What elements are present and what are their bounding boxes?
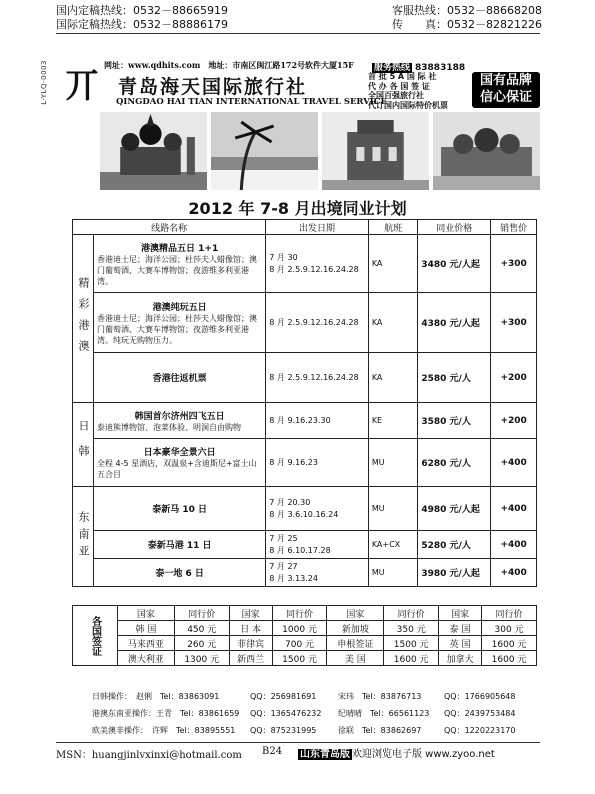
region-label: 日韩	[77, 419, 90, 470]
badge-line: 信心保证	[479, 90, 532, 105]
contact-qq: QQ：875231995	[250, 726, 317, 735]
date-line: 8 月 2.5.9.12.16.24.28	[269, 372, 359, 382]
table-row	[73, 559, 537, 587]
route-cell	[94, 403, 266, 439]
col-header-route: 线路名称	[73, 220, 266, 235]
domestic-hotline: 国内定稿热线：0532－88665919	[56, 4, 228, 17]
side-code: L-YLQ-0003	[40, 60, 48, 105]
contact-row	[92, 688, 532, 705]
route-flight: MU	[368, 439, 418, 487]
contact-operator: 纪晴晴 Tel：66561123	[338, 709, 430, 718]
visa-row	[73, 621, 537, 636]
visa-cell: 1000 元	[272, 621, 327, 636]
visa-cell: 700 元	[272, 636, 327, 651]
contact-qq: QQ：1766905648	[444, 692, 516, 701]
cert-line: 首 批 5 A 国 际 社	[368, 72, 437, 81]
international-hotline: 国际定稿热线：0532－88886179	[56, 18, 228, 31]
company-website-address: 网址：www.qdhits.com 地址：市南区闽江路172号软件大厦15F	[104, 60, 354, 70]
route-sale: +400	[491, 439, 537, 487]
route-price: 6280 元/人	[418, 439, 491, 487]
region-japan-korea	[73, 403, 94, 487]
contact-list	[92, 688, 532, 739]
visa-cell: 450 元	[174, 621, 229, 636]
visa-cell: 1600 元	[384, 651, 439, 666]
footer-brand-tag: 山东青岛版	[300, 749, 350, 760]
service-hotline: 客服热线：0532－88668208	[392, 4, 542, 17]
route-name: 港澳精品五日 1+1	[141, 243, 219, 254]
route-sale: +300	[491, 235, 537, 293]
visa-col-header: 国家	[118, 606, 175, 621]
visa-cell: 申根签证	[327, 636, 384, 651]
route-dates	[266, 559, 369, 587]
date-line: 7 月 20.30	[269, 497, 311, 507]
visa-cell: 加拿大	[439, 651, 482, 666]
company-certs	[368, 72, 448, 110]
page-title: 2012 年 7-8 月出境同业计划	[188, 199, 407, 218]
route-dates	[266, 293, 369, 353]
region-label: 精彩港澳	[77, 276, 90, 361]
visa-col-header: 同行价	[272, 606, 327, 621]
visa-cell: 菲律宾	[229, 636, 272, 651]
visa-label-text: 各国签证	[89, 615, 101, 656]
visa-cell: 日 本	[229, 621, 272, 636]
route-cell	[94, 293, 266, 353]
col-header-dates: 出发日期	[266, 220, 369, 235]
route-cell	[94, 439, 266, 487]
route-dates	[266, 403, 369, 439]
fax-number: 传 真：0532－82821226	[392, 18, 542, 31]
route-dates	[266, 353, 369, 403]
route-sale: +400	[491, 487, 537, 531]
page-number: B24	[262, 746, 283, 757]
visa-cell: 300 元	[482, 621, 537, 636]
route-name: 日本豪华全景六日	[143, 448, 216, 458]
route-price: 2580 元/人	[418, 353, 491, 403]
route-name: 泰一地 6 日	[155, 569, 204, 579]
route-sale: +200	[491, 353, 537, 403]
route-cell	[94, 235, 266, 293]
visa-cell: 马来西亚	[118, 636, 175, 651]
route-price: 3480 元/人起	[418, 235, 491, 293]
table-row	[73, 353, 537, 403]
route-flight: KA	[368, 353, 418, 403]
contact-qq: QQ：256981691	[250, 692, 317, 701]
visa-cell: 1600 元	[482, 636, 537, 651]
visa-col-header: 同行价	[482, 606, 537, 621]
route-sale: +300	[491, 293, 537, 353]
brand-badge	[472, 72, 540, 108]
company-name-en: QINGDAO HAI TIAN INTERNATIONAL TRAVEL SERVICE	[116, 97, 388, 107]
badge-line: 国有品牌	[479, 73, 532, 88]
company-header	[58, 60, 540, 110]
route-dates	[266, 439, 369, 487]
route-dates	[266, 487, 369, 531]
landmark-photos	[100, 112, 540, 190]
visa-col-header: 国家	[229, 606, 272, 621]
route-price: 3580 元/人	[418, 403, 491, 439]
route-dates	[266, 531, 369, 559]
visa-cell: 1500 元	[272, 651, 327, 666]
photo-beach	[211, 112, 318, 190]
contact-operator: 港澳东南亚操作：王青 Tel：83861659	[92, 709, 240, 718]
visa-cell: 泰 国	[439, 621, 482, 636]
date-line: 8 月 9.16.23.30	[269, 415, 331, 425]
route-flight: KE	[368, 403, 418, 439]
visa-col-header: 国家	[439, 606, 482, 621]
route-cell	[94, 353, 266, 403]
visa-row	[73, 636, 537, 651]
route-desc: 全程 4-5 星酒店，双温泉+含迪斯尼+富士山五合目	[97, 459, 257, 479]
contact-operator: 宋玮 Tel：83876713	[338, 692, 422, 701]
table-row	[73, 531, 537, 559]
route-flight: KA	[368, 293, 418, 353]
table-row	[73, 403, 537, 439]
date-line: 7 月 25	[269, 533, 298, 543]
region-southeast-asia	[73, 487, 94, 587]
contact-qq: QQ：2439753484	[444, 709, 516, 718]
route-name: 港澳纯玩五日	[152, 302, 207, 313]
visa-cell: 260 元	[174, 636, 229, 651]
col-header-sale: 销售价	[491, 220, 537, 235]
visa-cell: 1300 元	[174, 651, 229, 666]
visa-cell: 1600 元	[482, 651, 537, 666]
visa-cell: 韩 国	[118, 621, 175, 636]
route-desc: 泰迪熊博物馆、泡菜体验、明洞自由购物	[97, 422, 241, 432]
table-row	[73, 487, 537, 531]
footer-msn: MSN：huangjinlvxinxi@hotmail.com	[56, 750, 242, 761]
hotline-number: 83883188	[415, 63, 466, 73]
route-cell	[94, 531, 266, 559]
date-line: 7 月 27	[269, 561, 298, 571]
visa-header-row	[73, 606, 537, 621]
contact-qq: QQ：1220223170	[444, 726, 516, 735]
company-name-cn: 青岛海天国际旅行社	[118, 76, 308, 98]
photo-moscow-cathedral	[100, 112, 207, 190]
photo-macau-ruins	[322, 112, 429, 190]
route-price: 3980 元/人起	[418, 559, 491, 587]
visa-price-table	[72, 605, 537, 666]
route-sale: +200	[491, 403, 537, 439]
visa-col-header: 国家	[327, 606, 384, 621]
route-cell	[94, 487, 266, 531]
contact-row	[92, 722, 532, 739]
date-line: 8 月 2.5.9.12.16.24.28	[269, 317, 359, 327]
contact-operator: 欧美澳非操作： 许辉 Tel：83895551	[92, 726, 236, 735]
region-label: 东南亚	[77, 511, 90, 562]
col-header-flight: 航班	[368, 220, 418, 235]
route-flight: KA+CX	[368, 531, 418, 559]
visa-cell: 澳大利亚	[118, 651, 175, 666]
date-line: 8 月 9.16.23	[269, 457, 318, 467]
company-logo-icon: 丌	[65, 66, 95, 106]
date-line: 8 月 3.6.10.16.24	[269, 509, 339, 519]
photo-venice-basilica	[433, 112, 540, 190]
col-header-price: 同业价格	[418, 220, 491, 235]
route-desc: 香港迪士尼；海洋公园；杜莎夫人蜡像馆；澳门葡萄酒、大赛车博物馆；夜游维多利亚港湾。纯玩无购物压力。	[97, 313, 257, 345]
contact-operator: 日韩操作： 赵俐 Tel：83863091	[92, 692, 220, 701]
route-flight: MU	[368, 487, 418, 531]
route-flight: MU	[368, 559, 418, 587]
route-sale: +400	[491, 559, 537, 587]
date-line: 7 月 30	[269, 252, 298, 262]
table-header-row	[73, 220, 537, 235]
visa-cell: 350 元	[384, 621, 439, 636]
cert-line: 代 办 各 国 签 证	[368, 81, 430, 91]
route-flight: KA	[368, 235, 418, 293]
route-cell	[94, 559, 266, 587]
route-dates	[266, 235, 369, 293]
visa-col-header: 同行价	[174, 606, 229, 621]
visa-cell: 1500 元	[384, 636, 439, 651]
visa-cell: 新西兰	[229, 651, 272, 666]
date-line: 8 月 6.10.17.28	[269, 545, 331, 555]
route-sale: +400	[491, 531, 537, 559]
table-row	[73, 293, 537, 353]
route-name: 泰新马港 11 日	[147, 541, 212, 551]
route-desc: 香港迪士尼；海洋公园；杜莎夫人蜡像馆；澳门葡萄酒、大赛车博物馆；夜游维多利亚港湾。	[97, 254, 257, 286]
footer-divider	[56, 742, 540, 743]
tour-plan-table	[72, 219, 537, 587]
visa-cell: 美 国	[327, 651, 384, 666]
visa-row	[73, 651, 537, 666]
route-price: 5280 元/人	[418, 531, 491, 559]
footer-brand-text: 欢迎浏览电子版 www.zyoo.net	[352, 749, 495, 760]
hotline-tag: 服务热线	[374, 63, 411, 73]
header-divider	[56, 33, 540, 34]
contact-operator: 徐联 Tel：83862697	[338, 726, 422, 735]
table-row	[73, 235, 537, 293]
date-line: 8 月 3.13.24	[269, 573, 318, 583]
route-price: 4380 元/人起	[418, 293, 491, 353]
footer-brand	[298, 745, 495, 760]
route-name: 韩国首尔济州四飞五日	[134, 411, 225, 422]
visa-cell: 英 国	[439, 636, 482, 651]
cert-line: 全国百强旅行社	[368, 91, 424, 100]
route-name: 香港往返机票	[152, 374, 207, 384]
route-name: 泰新马 10 日	[152, 505, 208, 515]
region-hk-macau	[73, 235, 94, 403]
cert-line: 代订国内国际特价机票	[368, 100, 448, 110]
date-line: 8 月 2.5.9.12.16.24.28	[269, 264, 359, 274]
table-row	[73, 439, 537, 487]
contact-row	[92, 705, 532, 722]
visa-label	[73, 606, 118, 666]
route-price: 4980 元/人起	[418, 487, 491, 531]
visa-cell: 新加坡	[327, 621, 384, 636]
visa-col-header: 同行价	[384, 606, 439, 621]
contact-qq: QQ：1365476232	[250, 709, 322, 718]
